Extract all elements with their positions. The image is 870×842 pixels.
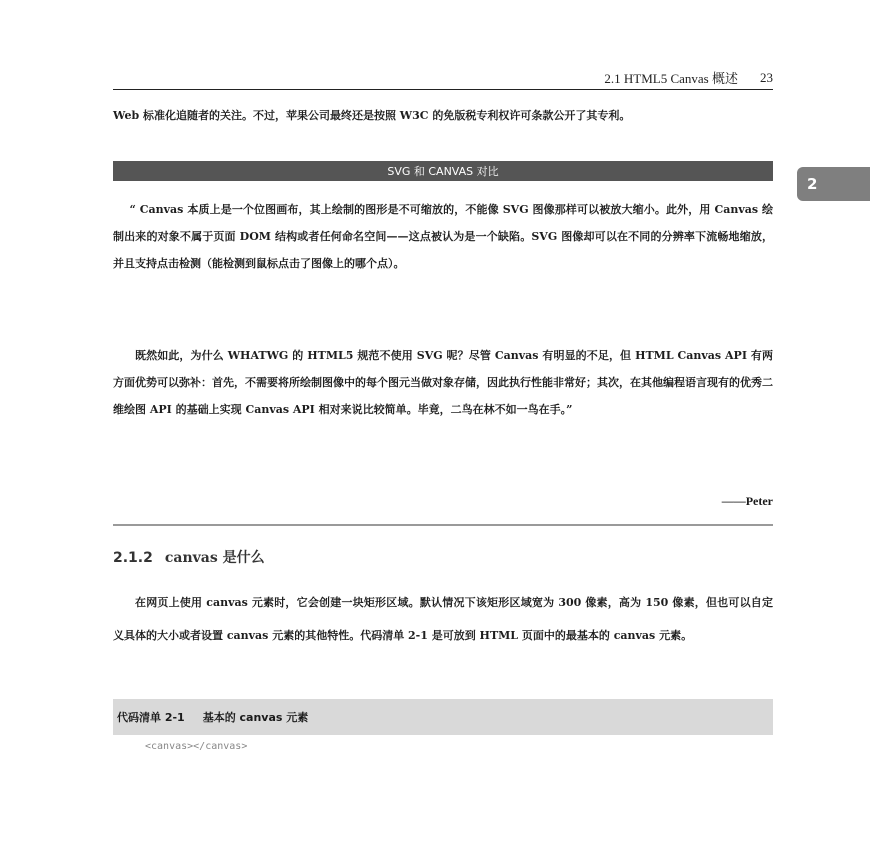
sidebar-title-bar <box>113 161 773 181</box>
chapter-tab <box>797 167 870 201</box>
code-snippet: <canvas></canvas> <box>145 741 248 752</box>
section-title: canvas 是什么 <box>164 550 265 566</box>
section-number: 2.1.2 <box>113 550 153 566</box>
section-heading <box>113 547 265 567</box>
listing-title: 基本的 canvas 元素 <box>202 711 309 724</box>
sidebar-quote-paragraph-1: “ Canvas 本质上是一个位图画布，其上绘制的图形是不可缩放的，不能像 SVG 图像那样可以被放大缩小。此外，用 Canvas 绘制出来的对象不属于页面 DOM 结构或者任何命名空间——这点被认为是一个缺陷。SVG 图像却可以在不同的分辨率下流畅地缩放，并且支持点击检测（能检测到鼠标点击了图像上的哪个点）。 <box>113 203 773 270</box>
intro-paragraph: Web 标准化追随者的关注。不过，苹果公司最终还是按照 W3C 的免版税专利权许可条款公开了其专利。 <box>113 109 631 122</box>
page-number: 23 <box>760 69 773 85</box>
header-section-title: 2.1 HTML5 Canvas 概述 <box>604 71 738 86</box>
chapter-number: 2 <box>807 175 818 193</box>
sidebar-quote-paragraph-2: 既然如此，为什么 WHATWG 的 HTML5 规范不使用 SVG 呢？尽管 Canvas 有明显的不足，但 HTML Canvas API 有两方面优势可以弥补：首先，不需要将所绘制图像中的每个图元当做对象存储，因此执行性能非常好；其次，在其他编程语言现有的优秀二维绘图 API 的基础上实现 Canvas API 相对来说比较简单。毕竟，二鸟在林不如一鸟在手。” <box>113 349 773 416</box>
listing-label: 代码清单 2-1 <box>117 711 185 724</box>
section-divider <box>113 524 773 526</box>
running-header <box>113 66 773 90</box>
sidebar-title: SVG 和 CANVAS 对比 <box>387 165 499 178</box>
code-listing-caption <box>113 699 773 735</box>
section-body-paragraph: 在网页上使用 canvas 元素时，它会创建一块矩形区域。默认情况下该矩形区域宽为 300 像素，高为 150 像素，但也可以自定义具体的大小或者设置 canvas 元素的其他特性。代码清单 2-1 是可放到 HTML 页面中的最基本的 canvas 元素。 <box>113 596 773 642</box>
quote-attribution: ——Peter <box>721 494 773 508</box>
